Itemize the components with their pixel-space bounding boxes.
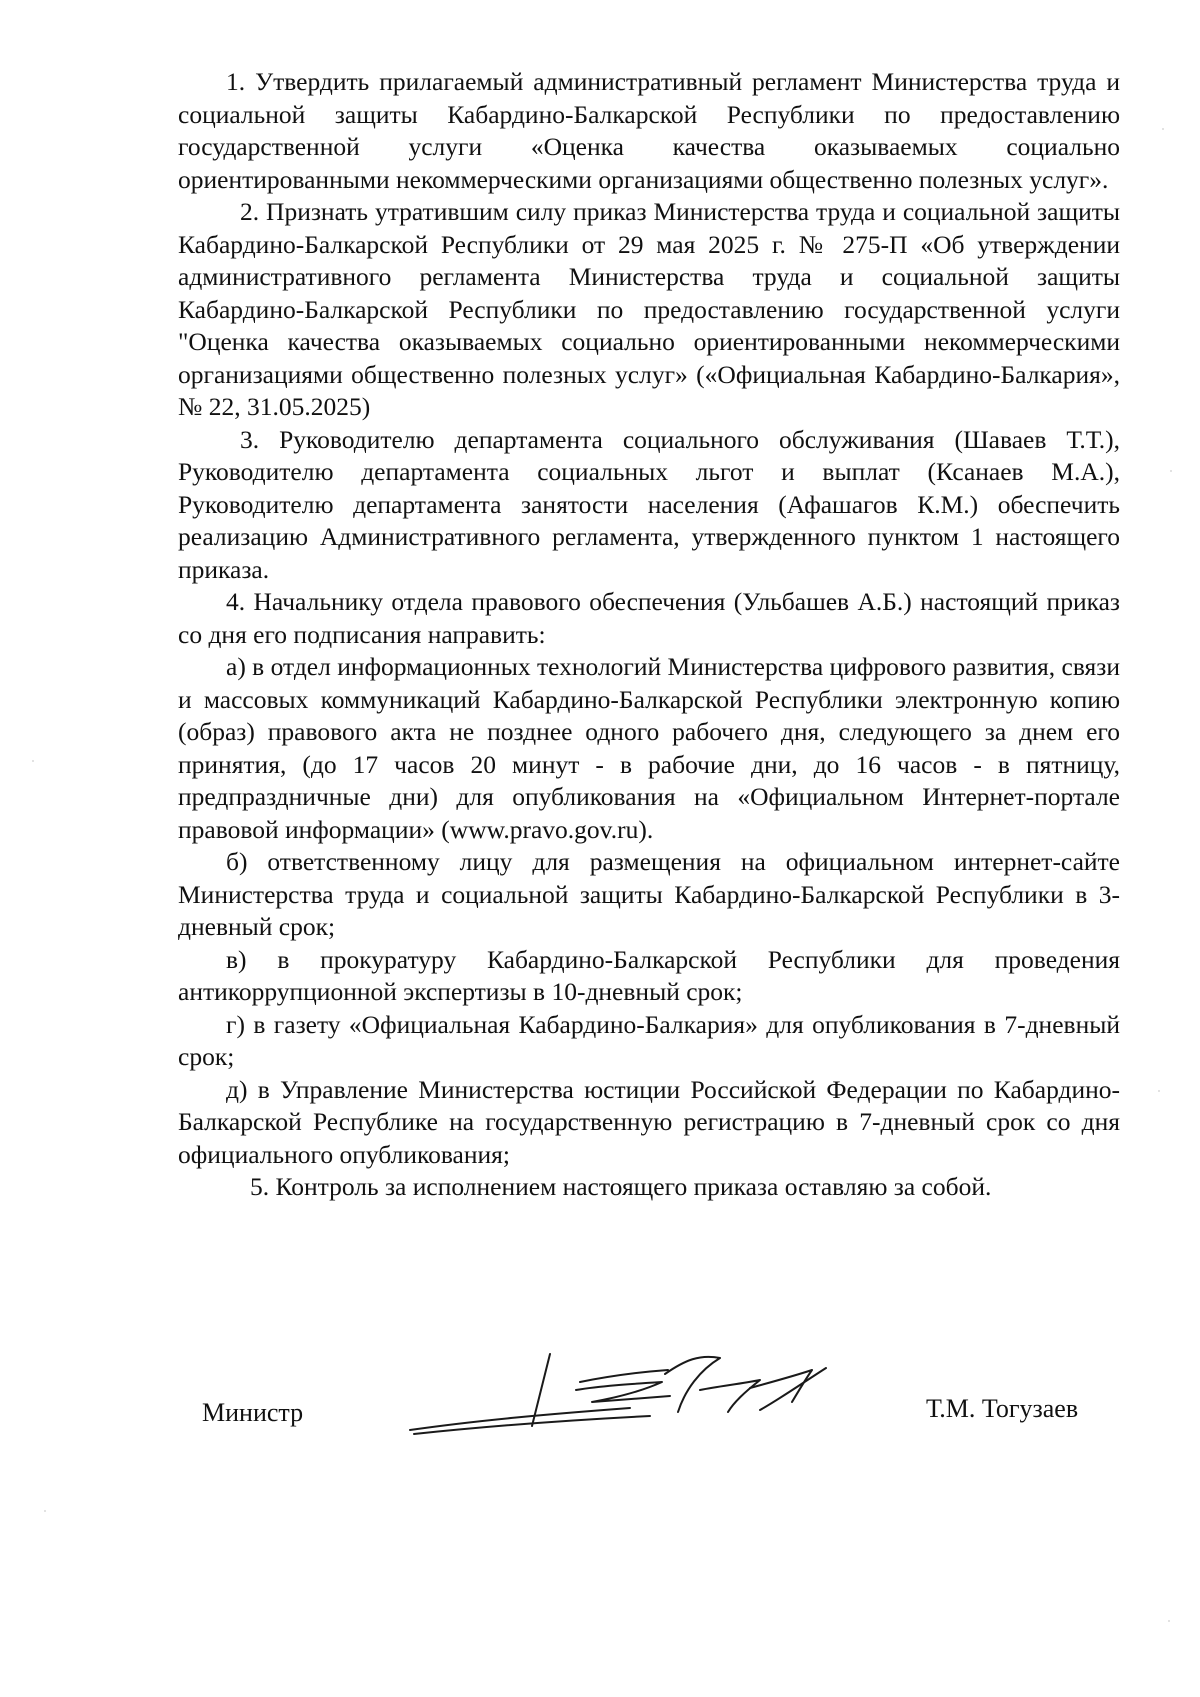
paragraph-item-4: 4. Начальнику отдела правового обеспечения (Ульбашев А.Б.) настоящий приказ со дня его подписания направить: [178,587,1120,649]
paragraph-subitem-b: б) ответственному лицу для размещения на официальном интернет-сайте Министерства труда и социальной защиты Кабардино-Балкарской Республики в 3-дневный срок; [178,847,1120,941]
paragraph-item-1: 1. Утвердить прилагаемый административный регламент Министерства труда и социальной защиты Кабардино-Балкарской Республики по предоставлению государственной услуги «Оценка качества оказываемых социально ориентированными некоммерческими организациями общественно полезных услуг». [178,67,1120,194]
document-body [178,66,1120,1204]
scan-speck [1158,1090,1160,1092]
paragraph-subitem-g: г) в газету «Официальная Кабардино-Балкария» для опубликования в 7-дневный срок; [178,1009,1120,1071]
scan-speck [1162,128,1164,130]
paragraph-subitem-v: в) в прокуратуру Кабардино-Балкарской Республики для проведения антикоррупционной экспертизы в 10-дневный срок; [178,944,1120,1006]
signature-block [0,1330,1200,1440]
paragraph-item-5: 5. Контроль за исполнением настоящего приказа оставляю за собой. [250,1172,992,1201]
scan-speck [1168,1620,1170,1622]
paragraph-subitem-d: д) в Управление Министерства юстиции Российской Федерации по Кабардино-Балкарской Республике на государственную регистрацию в 7-дневный срок со дня официального опубликования; [178,1074,1120,1169]
scan-speck [44,1510,46,1512]
paragraph-subitem-a: а) в отдел информационных технологий Министерства цифрового развития, связи и массовых коммуникаций Кабардино-Балкарской Республики электронную копию (образ) правового акта не позднее одного рабочего дня, следующего за днем его принятия, (до 17 часов 20 минут - в рабочие дни, до 16 часов - в пятницу, предпраздничные дни) для опубликования на «Официальном Интернет-портале правовой информации» (www.pravo.gov.ru). [178,652,1121,844]
handwritten-signature [400,1330,880,1440]
signatory-name: Т.М. Тогузаев [926,1394,1079,1423]
scan-speck [1170,470,1172,472]
signatory-title: Министр [202,1398,304,1427]
paragraph-item-2: 2. Признать утратившим силу приказ Министерства труда и социальной защиты Кабардино-Балкарской Республики от 29 мая 2025 г. № 275-П «Об утверждении административного регламента Министерства труда и социальной защиты Кабардино-Балкарской Республики по предоставлению государственной услуги "Оценка качества оказываемых социально ориентированными некоммерческими организациями общественно полезных услуг» («Официальная Кабардино-Балкария», № 22, 31.05.2025) [178,197,1120,421]
scan-speck [32,760,34,762]
paragraph-item-3: 3. Руководителю департамента социального обслуживания (Шаваев Т.Т.), Руководителю департамента социальных льгот и выплат (Ксанаев М.А.), Руководителю департамента занятости населения (Афашагов К.М.) обеспечить реализацию Административного регламента, утвержденного пунктом 1 настоящего приказа. [178,424,1120,584]
